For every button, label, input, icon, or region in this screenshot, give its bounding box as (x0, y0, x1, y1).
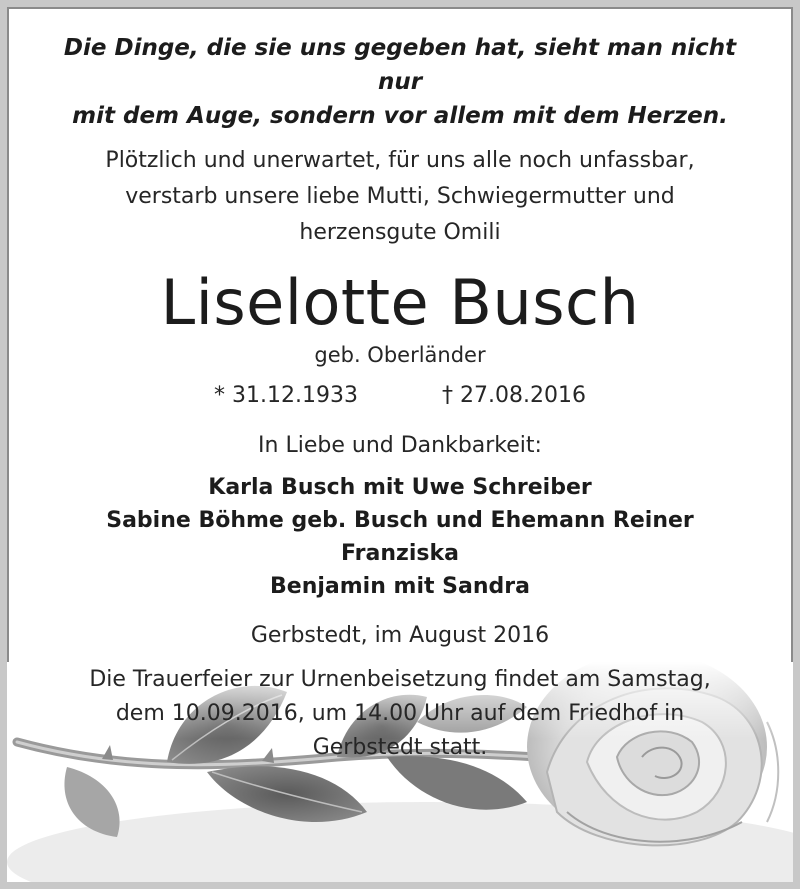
motto-quote (47, 31, 753, 133)
intro-line: herzensgute Omili (299, 220, 501, 245)
notice-content (7, 31, 793, 765)
service-line: Gerbstedt statt. (312, 735, 488, 760)
thanks-line: In Liebe und Dankbarkeit: (258, 433, 542, 458)
service-info (47, 663, 753, 765)
birth-date: * 31.12.1933 (214, 383, 358, 408)
intro-line: Plötzlich und unerwartet, für uns alle noch unfassbar, (105, 148, 695, 173)
maiden-name: geb. Oberländer (314, 343, 486, 367)
mourner-entry: Franziska (341, 541, 459, 566)
mourner-entry: Sabine Böhme geb. Busch und Ehemann Reiner (106, 508, 694, 533)
intro-line: verstarb unsere liebe Mutti, Schwiegermutter und (125, 184, 675, 209)
motto-line: mit dem Auge, sondern vor allem mit dem Herzen. (72, 103, 728, 129)
mourners-list (27, 471, 773, 603)
mourner-entry: Benjamin mit Sandra (270, 574, 530, 599)
service-line: Die Trauerfeier zur Urnenbeisetzung findet am Samstag, (89, 667, 711, 692)
service-line: dem 10.09.2016, um 14.00 Uhr auf dem Friedhof in (115, 701, 685, 726)
mourner-entry: Karla Busch mit Uwe Schreiber (208, 475, 592, 500)
death-date: † 27.08.2016 (442, 383, 586, 408)
intro-text (47, 143, 753, 251)
deceased-name: Liselotte Busch (160, 266, 640, 339)
place-date: Gerbstedt, im August 2016 (250, 623, 550, 648)
life-dates (7, 381, 793, 411)
motto-line: Die Dinge, die sie uns gegeben hat, sieht man nicht nur (63, 35, 737, 95)
